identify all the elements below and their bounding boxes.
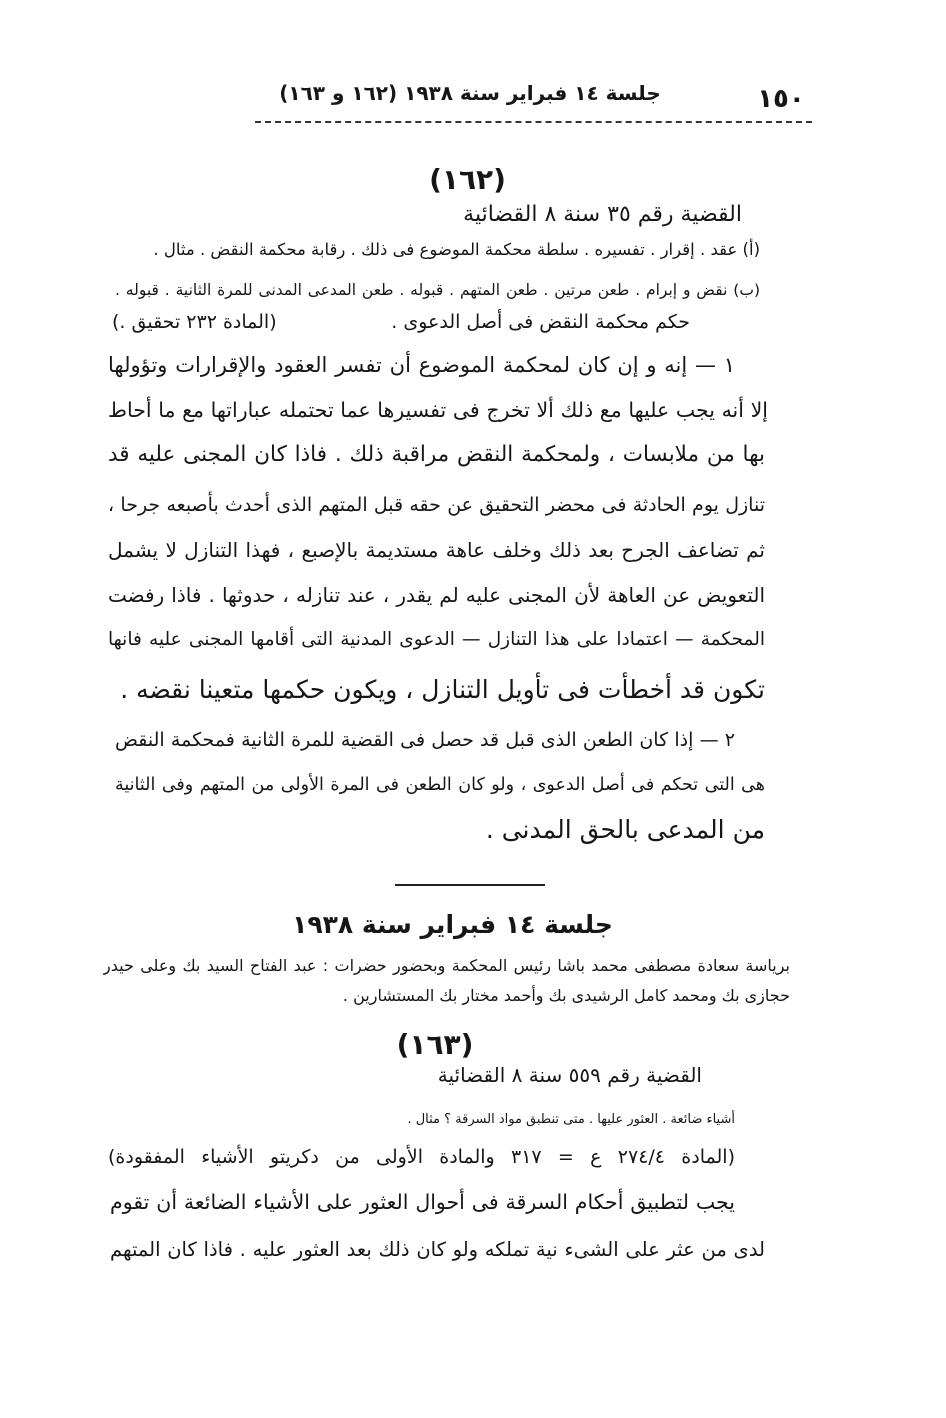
session-presidency-line: برياسة سعادة مصطفى محمد باشا رئيس المحكمة وبحضور حضرات : عبد الفتاح السيد بك وعلى حيدر [103, 956, 790, 975]
header-rule [255, 121, 812, 123]
case-162-article-reference: (المادة ٢٣٢ تحقيق .) [112, 311, 277, 333]
case-163-paragraph-line: يجب لتطبيق أحكام السرقة فى أحوال العثور على الأشياء الضائعة أن تقوم [110, 1190, 735, 1214]
case-163-paragraph-line: لدى من عثر على الشىء نية تملكه ولو كان ذلك بعد العثور عليه . فاذا كان المتهم [110, 1238, 765, 1261]
case-162-paragraph-1-line: إلا أنه يجب عليها مع ذلك ألا تخرج فى تفسيرها عما تحتمله عباراتها مع ما أحاط [108, 398, 768, 422]
running-header-title: جلسة ١٤ فبراير سنة ١٩٣٨ (١٦٢ و ١٦٣) [279, 81, 661, 105]
case-163-headnote: أشياء ضائعة . العثور عليها . متى تنطبق مواد السرقة ؟ مثال . [407, 1112, 735, 1127]
case-162-paragraph-2-line: من المدعى بالحق المدنى . [485, 815, 765, 844]
case-162-paragraph-2-line: هى التى تحكم فى أصل الدعوى ، ولو كان الطعن فى المرة الأولى من المتهم وفى الثانية [115, 775, 765, 795]
case-162-number: (١٦٢) [429, 163, 506, 196]
case-162-paragraph-1-line: التعويض عن العاهة لأن المجنى عليه لم يقدر ، عند تنازله ، حدوثها . فاذا رفضت [108, 583, 765, 607]
session-title: جلسة ١٤ فبراير سنة ١٩٣٨ [292, 910, 613, 939]
case-162-paragraph-1-line: ١ — إنه و إن كان لمحكمة الموضوع أن تفسر العقود والإقرارات وتؤولها [108, 353, 735, 377]
page-number: ١٥٠ [757, 84, 805, 114]
case-162-paragraph-1-line: المحكمة — اعتمادا على هذا التنازل — الدعوى المدنية التى أقامها المجنى عليه فانها [108, 629, 765, 650]
case-162-paragraph-2-line: ٢ — إذا كان الطعن الذى قبل قد حصل فى القضية للمرة الثانية فمحكمة النقض [115, 729, 735, 751]
case-162-paragraph-1-line: تكون قد أخطأت فى تأويل التنازل ، ويكون حكمها متعينا نقضه . [120, 675, 765, 704]
case-162-headnote-b-continued: حكم محكمة النقض فى أصل الدعوى . [391, 311, 690, 333]
session-presidency-line: حجازى بك ومحمد كامل الرشيدى بك وأحمد مختار بك المستشارين . [342, 986, 790, 1005]
section-divider [395, 884, 545, 886]
case-162-reference: القضية رقم ٣٥ سنة ٨ القضائية [463, 202, 742, 227]
case-163-reference: القضية رقم ٥٥٩ سنة ٨ القضائية [437, 1063, 702, 1087]
case-162-paragraph-1-line: تنازل يوم الحادثة فى محضر التحقيق عن حقه قبل المتهم الذى أحدث بأصبعه جرحا ، [108, 494, 765, 516]
case-162-paragraph-1-line: ثم تضاعف الجرح بعد ذلك وخلف عاهة مستديمة بالإصبع ، فهذا التنازل لا يشمل [108, 538, 765, 562]
case-162-headnote-b: (ب) نقض و إبرام . طعن مرتين . طعن المتهم . قبوله . طعن المدعى المدنى للمرة الثانية . قبوله . [115, 281, 760, 299]
case-163-number: (١٦٣) [396, 1028, 474, 1061]
case-162-headnote-a: (أ) عقد . إقرار . تفسيره . سلطة محكمة الموضوع فى ذلك . رقابة محكمة النقض . مثال . [153, 240, 760, 259]
case-163-article-reference: (المادة ٢٧٤/٤ ع = ٣١٧ والمادة الأولى من دكريتو الأشياء المفقودة) [108, 1146, 735, 1168]
case-162-paragraph-1-line: بها من ملابسات ، ولمحكمة النقض مراقبة ذلك . فاذا كان المجنى عليه قد [108, 442, 765, 467]
